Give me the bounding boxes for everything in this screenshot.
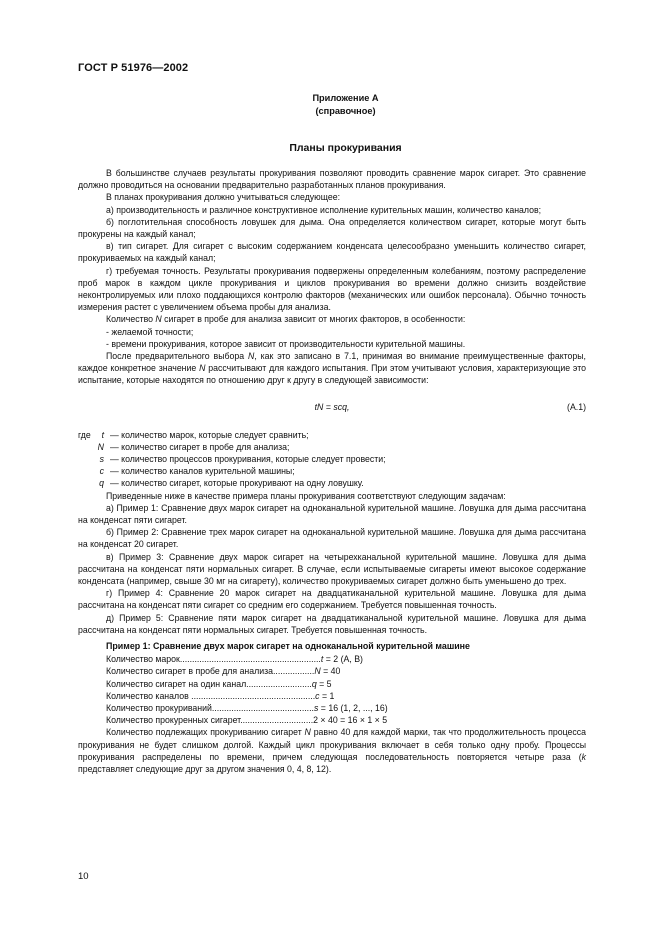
parameter-variable: s [313,702,319,713]
paragraph [78,350,586,387]
variable: N [304,727,311,738]
formula-number: (А.1) [567,401,586,412]
parameter-value: = 5 [316,678,332,689]
parameter-variable: t [320,654,324,665]
text-run: равно 40 для каждой марки, так что продолжительность процесса прокуривания не будет слишком долгой. Каждый цикл прокуривания включает в себя только одну пробу. Процессы прокуривания распределены по времени, причем следующая последовательность повторяется четыре раза ( [78,727,586,762]
variable: N [199,363,206,374]
paragraph [78,726,586,775]
legend-row [78,441,586,453]
legend-row [78,465,586,477]
parameter-row [106,653,586,665]
parameter-label: Количество прокуренных сигарет.............................. [106,715,314,726]
paragraph: а) производительность и различное конструктивное исполнение курительных машин, количество каналов; [106,204,542,215]
document-code-header: ГОСТ Р 51976—2002 [78,62,189,74]
parameter-label: Количество марок.......................................................... [106,654,321,665]
parameter-label: Количество сигарет в пробе для анализа................. [106,666,315,677]
paragraph: Приведенные ниже в качестве примера планы прокуривания соответствуют следующим задачам: [106,490,506,501]
parameter-value: 2 × 40 = 16 × 1 × 5 [313,715,388,726]
text-run: представляет следующие друг за другом значения 0, 4, 8, 12). [78,763,332,774]
variable: k [581,751,586,762]
text-run: Количество подлежащих прокуриванию сигарет [106,727,305,738]
paragraph [78,313,586,325]
parameter-value: = 16 (1, 2, ..., 16) [318,702,388,713]
parameter-variable: N [314,666,321,677]
legend-symbol: N [97,441,104,452]
parameter-row [106,690,586,702]
legend-row [78,453,586,465]
paragraph: б) поглотительная способность ловушек для дыма. Она определяется количеством сигарет, которые могут быть прокурены на каждый канал; [78,216,586,240]
parameter-variable: c [315,690,320,701]
legend-symbol: t [101,429,104,440]
section-title: Планы прокуривания [289,142,402,154]
parameter-label: Количество каналов ................................................... [106,690,316,701]
text-run: Количество [106,314,156,325]
formula-line [78,401,586,413]
variable: N [155,314,162,325]
legend-text: — количество сигарет, которые прокуривают на одну ловушку. [110,478,364,489]
legend-symbol: q [99,478,104,489]
parameter-value: = 2 (А, В) [323,654,363,665]
parameter-row [106,714,586,726]
text-run: После предварительного выбора [106,351,248,362]
example-item: б) Пример 2: Сравнение трех марок сигарет на одноканальной курительной машине. Ловушка для дыма рассчитана на конденсат 20 сигарет. [78,527,586,550]
parameter-label: Количество прокуриваний.......................................... [106,702,314,713]
variable-legend [78,429,586,490]
text-run: рассчитывают для каждого испытания. При этом учитывают условия, характеризующие это испытание, которые находятся по отношению друг к другу в следующей зависимости: [78,363,586,386]
example-item: а) Пример 1: Сравнение двух марок сигарет на одноканальной курительной машине. Ловушка для дыма рассчитана на конденсат пяти сигарет. [78,502,586,525]
paragraph: В большинстве случаев результаты прокуривания позволяют проводить сравнение марок сигарет. Это сравнение должно проводиться на основании предварительно разработанных планов прокуривания. [78,168,586,191]
parameter-variable: q [311,678,317,689]
legend-symbol: s [99,454,104,465]
example-1-parameters [106,653,586,726]
legend-row [78,429,586,441]
example-item: г) Пример 4: Сравнение 20 марок сигарет на двадцатиканальной курительной машине. Ловушка для дыма рассчитана на конденсат пяти сигарет со средним его содержанием. Требуется повышенная точность. [78,588,586,611]
appendix-heading [0,92,661,118]
parameter-row [106,665,586,677]
paragraph: В планах прокуривания должно учитываться следующее: [106,192,340,203]
paragraph: г) требуемая точность. Результаты прокуривания подвержены определенным колебаниям, поэтому распределение проб марок в каждом цикле прокуривания и циклов прокуривания во времени должно снизить воздействие неконтролируемых или плохо поддающихся контролю факторов (механических или ошибок персонала). Обычно точность измерения растет с увеличением объема пробы для анализа. [78,265,586,313]
legend-row [78,477,586,489]
legend-text: — количество каналов курительной машины; [110,466,295,477]
legend-text: — количество марок, которые следует сравнить; [110,429,309,440]
legend-text: — количество процессов прокуривания, которые следует провести; [110,454,386,465]
example-item: в) Пример 3: Сравнение двух марок сигарет на четырехканальной курительной машине. Ловушка для дыма рассчитана на конденсат пяти нормальных сигарет. В случае, если испытываемые сигареты имеют высокое содержание конденсата (например, свыше 30 мг на сигарету), количество прокуриваемых сигарет должно быть уменьшено до трех. [78,551,586,587]
page-number: 10 [78,871,89,882]
parameter-label: Количество сигарет на один канал........................... [106,678,312,689]
paragraph: в) тип сигарет. Для сигарет с высоким содержанием конденсата целесообразно уменьшить количество сигарет, прокуриваемых на каждый канал; [78,241,586,264]
paragraph: - желаемой точности; [106,326,194,337]
document-body [78,167,586,775]
formula-expression: tN = scq, [314,401,350,412]
legend-lead: где [78,429,91,440]
parameter-row [106,702,586,714]
text-run: , как это записано в 7.1, принимая во внимание преимущественные факторы, каждое конкретное значение [78,351,586,374]
paragraph: - времени прокуривания, которое зависит от производительности курительной машины. [106,338,466,349]
legend-text: — количество сигарет в пробе для анализа; [110,441,290,452]
example-1-title: Пример 1: Сравнение двух марок сигарет на одноканальной курительной машине [106,641,470,652]
parameter-value: = 1 [319,690,335,701]
variable: N [248,351,255,362]
appendix-title: Приложение А [312,93,379,103]
parameter-value: = 40 [320,666,341,677]
appendix-subtitle: (справочное) [315,106,376,116]
text-run: сигарет в пробе для анализа зависит от многих факторов, в особенности: [161,314,466,325]
parameter-row [106,678,586,690]
example-item: д) Пример 5: Сравнение пяти марок сигарет на двадцатиканальной курительной машине. Ловушка для дыма рассчитана на конденсат пяти нормальных сигарет. Требуется повышенная точность. [78,612,586,635]
legend-symbol: c [99,466,104,477]
